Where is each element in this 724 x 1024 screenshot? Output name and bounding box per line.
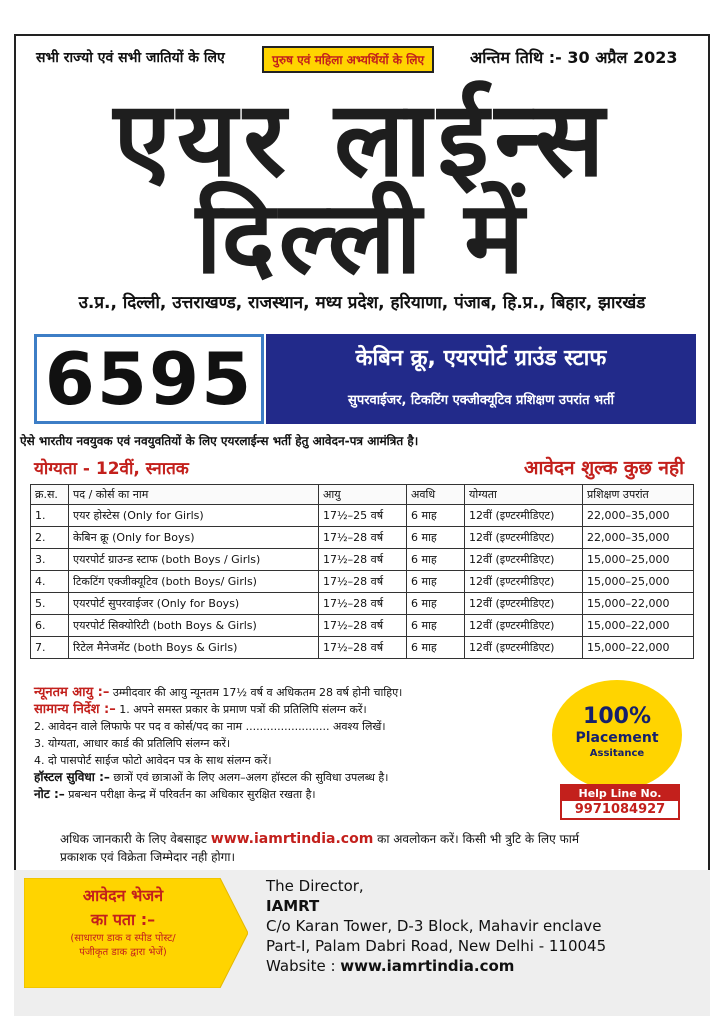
cell-qualification: 12वीं (इण्टरमीडिएट) [465, 527, 583, 549]
cell-salary: 15,000–22,000 [583, 593, 694, 615]
posts-banner-line1: केबिन क्रू, एयरपोर्ट ग्राउंड स्टाफ [355, 346, 607, 371]
vacancy-count: 6595 [44, 337, 254, 421]
cell-age: 17½–28 वर्ष [319, 637, 407, 659]
cell-post: एयर होस्टेस (Only for Girls) [69, 505, 319, 527]
posts-banner-line2: सुपरवाईजर, टिकटिंग एक्जीक्यूटिव प्रशिक्षण उपरांत भर्ती [348, 393, 614, 408]
cell-salary: 15,000–22,000 [583, 637, 694, 659]
cell-post: केबिन क्रू (Only for Boys) [69, 527, 319, 549]
cell-post: एयरपोर्ट सुपरवाईजर (Only for Boys) [69, 593, 319, 615]
address-line1: The Director, [266, 877, 364, 895]
cell-salary: 15,000–25,000 [583, 549, 694, 571]
hostel-label: हॉस्टल सुविधा :– [34, 770, 110, 784]
last-date: अन्तिम तिथि :- 30 अप्रैल 2023 [470, 48, 678, 67]
col-sr: क्र.स. [31, 485, 69, 505]
website-label: Wabsite : [266, 957, 336, 975]
notes-section [34, 684, 594, 803]
cell-sr: 6. [31, 615, 69, 637]
table-row [31, 527, 694, 549]
cell-qualification: 12वीं (इण्टरमीडिएट) [465, 549, 583, 571]
top-bar [14, 42, 710, 72]
posts-table [30, 484, 694, 659]
cell-sr: 7. [31, 637, 69, 659]
website-link[interactable]: www.iamrtindia.com [210, 831, 374, 847]
for-candidates-tag: पुरुष एवं महिला अभ्यर्थियों के लिए [262, 46, 434, 73]
cell-post: रिटेल मैनेजमेंट (both Boys & Girls) [69, 637, 319, 659]
cell-qualification: 12वीं (इण्टरमीडिएट) [465, 505, 583, 527]
min-age-label: न्यूनतम आयु :– [34, 685, 110, 700]
table-row [31, 571, 694, 593]
table-row [31, 637, 694, 659]
col-post: पद / कोर्स का नाम [69, 485, 319, 505]
table-header-row [31, 485, 694, 505]
address-label-line4: पंजीकृत डाक द्वारा भेजें) [79, 947, 167, 958]
cell-qualification: 12वीं (इण्टरमीडिएट) [465, 571, 583, 593]
cell-duration: 6 माह [407, 571, 465, 593]
helpline-label: Help Line No. [562, 786, 678, 801]
col-qualification: योग्यता [465, 485, 583, 505]
cell-sr: 3. [31, 549, 69, 571]
address-label-line1: आवेदन भेजने [82, 886, 164, 905]
table-row [31, 593, 694, 615]
col-salary: प्रशिक्षण उपरांत [583, 485, 694, 505]
general-note [34, 701, 594, 718]
address-line2: IAMRT [266, 897, 320, 915]
posts-banner [266, 334, 696, 424]
cell-age: 17½–28 वर्ष [319, 527, 407, 549]
vacancy-count-box [34, 334, 264, 424]
address-website-link[interactable]: www.iamrtindia.com [340, 957, 515, 975]
cell-sr: 2. [31, 527, 69, 549]
min-age-note [34, 684, 594, 701]
cell-salary: 22,000–35,000 [583, 527, 694, 549]
cell-duration: 6 माह [407, 593, 465, 615]
cell-qualification: 12वीं (इण्टरमीडिएट) [465, 615, 583, 637]
min-age-text: उम्मीदवार की आयु न्यूनतम 17½ वर्ष व अधिकतम 28 वर्ष होनी चाहिए। [112, 686, 403, 699]
cell-post: एयरपोर्ट ग्राउन्ड स्टाफ (both Boys / Girls) [69, 549, 319, 571]
cell-post: एयरपोर्ट सिक्योरिटी (both Boys & Girls) [69, 615, 319, 637]
states-list: उ.प्र., दिल्ली, उत्तराखण्ड, राजस्थान, मध्य प्रदेश, हरियाणा, पंजाब, हि.प्र., बिहार, झारखंड [78, 293, 646, 313]
cell-duration: 6 माह [407, 549, 465, 571]
cell-age: 17½–28 वर्ष [319, 571, 407, 593]
assistance-label: Assitance [589, 748, 645, 759]
placement-percent: 100% [583, 704, 651, 729]
table-row [31, 615, 694, 637]
address-line3: C/o Karan Tower, D-3 Block, Mahavir enclave [266, 917, 602, 935]
general-label: सामान्य निर्देश :– [34, 702, 116, 717]
cell-age: 17½–25 वर्ष [319, 505, 407, 527]
more-info [60, 830, 700, 866]
mailing-address [266, 876, 686, 976]
invitation-text: ऐसे भारतीय नवयुवक एवं नवयुवतियों के लिए एयरलाईन्स भर्ती हेतु आवेदन-पत्र आमंत्रित है। [20, 434, 419, 448]
table-row [31, 505, 694, 527]
cell-salary: 22,000–35,000 [583, 505, 694, 527]
table-row [31, 549, 694, 571]
management-note [34, 786, 594, 803]
cell-duration: 6 माह [407, 637, 465, 659]
cell-sr: 1. [31, 505, 69, 527]
address-line5 [266, 956, 686, 976]
address-label-line3: (साधारण डाक व स्पीड पोस्ट/ [70, 933, 176, 944]
cell-post: टिकटिंग एक्जीक्यूटिव (both Boys/ Girls) [69, 571, 319, 593]
more-info-prefix: अधिक जानकारी के लिए वेबसाइट [60, 832, 207, 846]
cell-salary: 15,000–25,000 [583, 571, 694, 593]
cell-age: 17½–28 वर्ष [319, 593, 407, 615]
note-label: नोट :– [34, 787, 65, 801]
application-fee: आवेदन शुल्क कुछ नही [523, 457, 684, 479]
col-duration: अवधि [407, 485, 465, 505]
hostel-text: छात्रों एवं छात्राओं के लिए अलग–अलग हॉस्टल की सुविधा उपलब्ध है। [113, 771, 389, 784]
note-text: प्रबन्धन परीक्षा केन्द्र में परिवर्तन का अधिकार सुरक्षित रखता है। [68, 788, 316, 801]
more-info-suffix: का अवलोकन करें। किसी भी त्रुटि के लिए फार्म [377, 832, 580, 846]
cell-duration: 6 माह [407, 527, 465, 549]
general-item-2: 2. आवेदन वाले लिफाफे पर पद व कोर्स/पद का नाम ........................ अवश्य लिखें। [34, 720, 386, 733]
col-age: आयु [319, 485, 407, 505]
cell-duration: 6 माह [407, 505, 465, 527]
cell-sr: 5. [31, 593, 69, 615]
eligibility: योग्यता - 12वीं, स्नातक [34, 459, 189, 479]
address-label [30, 884, 216, 960]
cell-age: 17½–28 वर्ष [319, 615, 407, 637]
more-info-line2: प्रकाशक एवं विक्रेता जिम्मेदार नही होगा। [60, 850, 236, 864]
helpline-number[interactable]: 9971084927 [574, 802, 666, 817]
cell-sr: 4. [31, 571, 69, 593]
for-all-text: सभी राज्यो एवं सभी जातियों के लिए [36, 50, 225, 66]
headline-delhi: दिल्ली में [195, 179, 529, 296]
cell-age: 17½–28 वर्ष [319, 549, 407, 571]
general-item-4: 4. दो पासपोर्ट साईज फोटो आवेदन पत्र के साथ संलग्न करें। [34, 754, 272, 767]
general-item-1: 1. अपने समस्त प्रकार के प्रमाण पत्रों की प्रतिलिपि संलग्न करें। [119, 703, 367, 716]
cell-duration: 6 माह [407, 615, 465, 637]
hostel-note [34, 769, 594, 786]
cell-qualification: 12वीं (इण्टरमीडिएट) [465, 637, 583, 659]
helpline-box [560, 784, 680, 820]
placement-badge [552, 680, 682, 790]
headline-airlines: एयर लाईन्स [113, 78, 611, 200]
placement-label: Placement [575, 730, 659, 746]
address-line4: Part-I, Palam Dabri Road, New Delhi - 110045 [266, 937, 607, 955]
address-label-line2: का पता :– [90, 910, 156, 929]
cell-salary: 15,000–22,000 [583, 615, 694, 637]
cell-qualification: 12वीं (इण्टरमीडिएट) [465, 593, 583, 615]
general-item-3: 3. योग्यता, आधार कार्ड की प्रतिलिपि संलग्न करें। [34, 737, 231, 750]
